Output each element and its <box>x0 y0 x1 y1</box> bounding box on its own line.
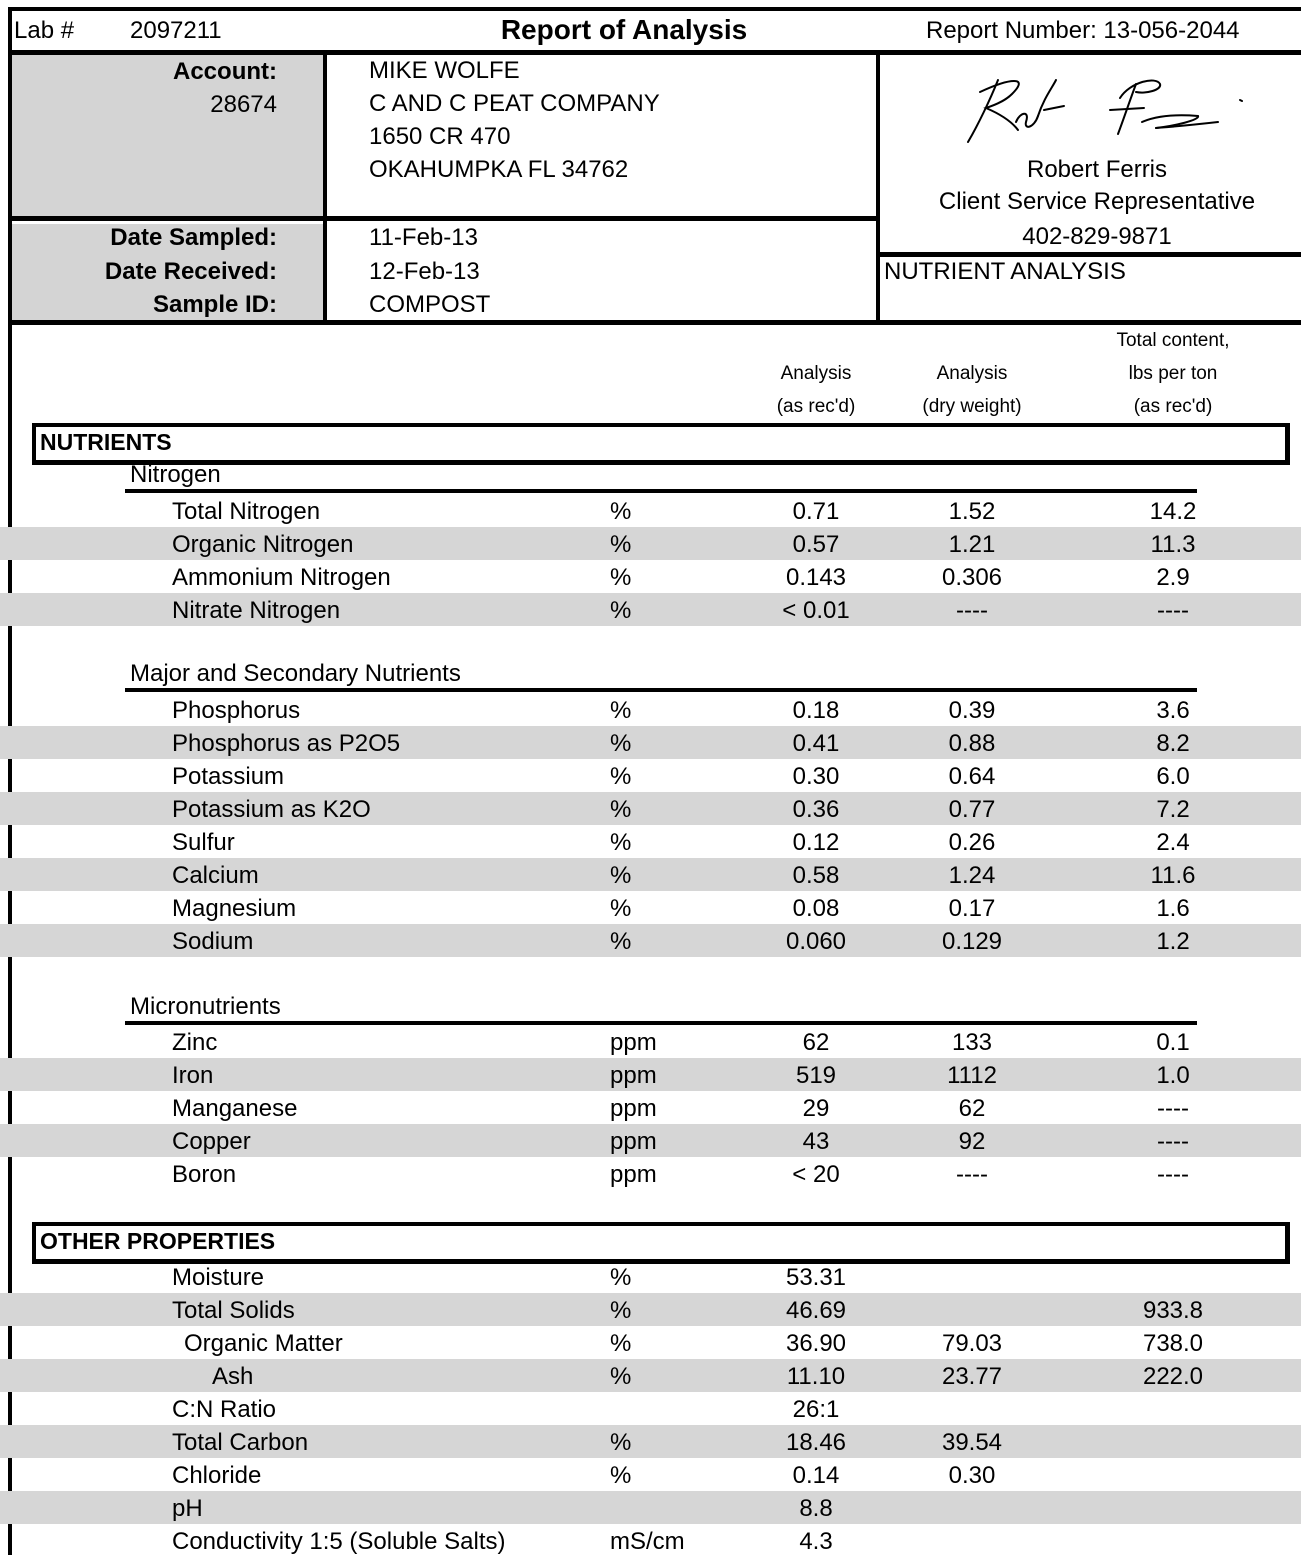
value-dry-weight: ---- <box>956 1161 988 1188</box>
table-row <box>0 759 1301 792</box>
value-dry-weight: 1112 <box>947 1062 997 1089</box>
table-row <box>0 560 1301 593</box>
value-as-received: 29 <box>802 1095 830 1122</box>
value-dry-weight: 0.30 <box>948 1462 996 1489</box>
value-lbs-per-ton: 3.6 <box>1156 697 1190 724</box>
date-sampled-label: Date Sampled: <box>110 224 277 251</box>
row-label: Ash <box>212 1363 254 1390</box>
value-lbs-per-ton: 2.9 <box>1156 564 1190 591</box>
value-as-received: 0.060 <box>785 928 847 955</box>
report-number: Report Number: 13-056-2044 <box>926 17 1240 44</box>
value-as-received: 0.57 <box>792 531 840 558</box>
table-row <box>0 1124 1301 1157</box>
row-unit: % <box>610 1330 632 1357</box>
date-sampled-value: 11-Feb-13 <box>369 224 478 251</box>
value-as-received: 4.3 <box>799 1528 833 1555</box>
value-dry-weight: 0.129 <box>941 928 1003 955</box>
col2-header-line1: Analysis <box>936 363 1008 384</box>
lab-label: Lab # <box>14 17 75 44</box>
col3-header-line3: (as rec'd) <box>1133 396 1213 417</box>
row-label: Ammonium Nitrogen <box>172 564 391 591</box>
row-unit: mS/cm <box>610 1528 685 1555</box>
nitrogen-rule <box>125 489 1197 493</box>
row-unit: ppm <box>610 1029 657 1056</box>
row-unit: % <box>610 1462 632 1489</box>
value-lbs-per-ton: 933.8 <box>1142 1297 1204 1324</box>
table-row <box>0 858 1301 891</box>
rep-name: Robert Ferris <box>1026 156 1168 183</box>
table-row <box>0 726 1301 759</box>
right-column-divider <box>876 55 880 323</box>
row-unit: % <box>610 796 632 823</box>
table-row <box>0 1157 1301 1190</box>
analysis-type: NUTRIENT ANALYSIS <box>884 258 1126 285</box>
label-column-divider <box>323 55 327 323</box>
value-lbs-per-ton: ---- <box>1157 597 1189 624</box>
value-as-received: 8.8 <box>799 1495 833 1522</box>
nitrogen-subheading: Nitrogen <box>130 461 221 488</box>
value-as-received: 519 <box>795 1062 837 1089</box>
table-row <box>0 693 1301 726</box>
value-dry-weight: 0.88 <box>948 730 996 757</box>
row-label: Phosphorus <box>172 697 301 724</box>
value-lbs-per-ton: 14.2 <box>1149 498 1197 525</box>
value-as-received: 0.08 <box>792 895 840 922</box>
row-label: Phosphorus as P2O5 <box>172 730 401 757</box>
row-label: Manganese <box>172 1095 298 1122</box>
value-as-received: 46.69 <box>785 1297 847 1324</box>
row-unit: % <box>610 829 632 856</box>
value-lbs-per-ton: 2.4 <box>1156 829 1190 856</box>
value-dry-weight: 79.03 <box>941 1330 1003 1357</box>
row-unit: ppm <box>610 1062 657 1089</box>
col3-header-line1: Total content, <box>1116 330 1230 351</box>
row-label: Calcium <box>172 862 259 889</box>
value-dry-weight: 1.21 <box>948 531 996 558</box>
lab-number: 2097211 <box>130 17 222 44</box>
nutrients-section-box <box>32 423 1290 465</box>
value-dry-weight: 133 <box>951 1029 993 1056</box>
value-lbs-per-ton: 11.3 <box>1150 531 1196 558</box>
value-dry-weight: 0.64 <box>948 763 996 790</box>
value-as-received: 0.36 <box>792 796 840 823</box>
row-unit: % <box>610 862 632 889</box>
row-unit: ppm <box>610 1128 657 1155</box>
table-row <box>0 1058 1301 1091</box>
row-label: Copper <box>172 1128 251 1155</box>
value-lbs-per-ton: ---- <box>1157 1128 1189 1155</box>
row-unit: ppm <box>610 1161 657 1188</box>
value-as-received: 36.90 <box>785 1330 847 1357</box>
row-label: Potassium as K2O <box>172 796 371 823</box>
value-as-received: < 20 <box>792 1161 840 1188</box>
row-label: Zinc <box>172 1029 218 1056</box>
major-rule <box>125 688 1197 692</box>
row-label: Chloride <box>172 1462 262 1489</box>
table-row <box>0 494 1301 527</box>
sample-id-label: Sample ID: <box>152 291 277 318</box>
value-as-received: 18.46 <box>785 1429 847 1456</box>
row-label: Total Nitrogen <box>172 498 321 525</box>
table-row <box>0 792 1301 825</box>
row-label: Magnesium <box>172 895 297 922</box>
value-as-received: 11.10 <box>786 1363 846 1390</box>
value-as-received: 53.31 <box>785 1264 847 1291</box>
top-border <box>8 7 1301 11</box>
value-lbs-per-ton: 7.2 <box>1156 796 1190 823</box>
row-unit: % <box>610 1264 632 1291</box>
row-unit: % <box>610 928 632 955</box>
row-label: Organic Matter <box>184 1330 343 1357</box>
account-number: 28674 <box>210 91 277 118</box>
col1-header-line2: (as rec'd) <box>776 396 856 417</box>
rep-title: Client Service Representative <box>938 188 1256 215</box>
signature-image <box>960 70 1250 150</box>
value-as-received: 0.41 <box>792 730 840 757</box>
report-title: Report of Analysis <box>500 14 748 45</box>
value-lbs-per-ton: 1.2 <box>1156 928 1190 955</box>
row-unit: % <box>610 597 632 624</box>
value-lbs-per-ton: 11.6 <box>1150 862 1196 889</box>
sample-id-value: COMPOST <box>369 291 491 318</box>
value-as-received: 0.18 <box>792 697 840 724</box>
table-row <box>0 1025 1301 1058</box>
value-dry-weight: 1.52 <box>948 498 996 525</box>
row-unit: % <box>610 498 632 525</box>
micro-subheading: Micronutrients <box>130 993 281 1020</box>
col3-header-line2: lbs per ton <box>1128 363 1218 384</box>
row-unit: % <box>610 1363 632 1390</box>
row-unit: % <box>610 1429 632 1456</box>
row-label: Sodium <box>172 928 254 955</box>
row-unit: % <box>610 730 632 757</box>
value-as-received: < 0.01 <box>782 597 850 624</box>
address-line-4: OKAHUMPKA FL 34762 <box>369 156 629 183</box>
table-row <box>0 1524 1301 1557</box>
nutrients-section-title: NUTRIENTS <box>40 429 172 455</box>
value-lbs-per-ton: 1.0 <box>1156 1062 1190 1089</box>
row-label: Nitrate Nitrogen <box>172 597 341 624</box>
date-received-value: 12-Feb-13 <box>369 258 480 285</box>
row-unit: % <box>610 1297 632 1324</box>
row-label: Iron <box>172 1062 214 1089</box>
value-dry-weight: 0.306 <box>941 564 1003 591</box>
table-row <box>0 1359 1301 1392</box>
value-dry-weight: 0.77 <box>948 796 996 823</box>
other-properties-section-box <box>32 1222 1290 1264</box>
account-bottom-rule <box>12 216 878 221</box>
table-row <box>0 1293 1301 1326</box>
row-label: pH <box>172 1495 203 1522</box>
table-row <box>0 1425 1301 1458</box>
value-dry-weight: 92 <box>958 1128 986 1155</box>
row-label: Organic Nitrogen <box>172 531 354 558</box>
value-as-received: 0.30 <box>792 763 840 790</box>
value-dry-weight: 23.77 <box>941 1363 1003 1390</box>
address-line-1: MIKE WOLFE <box>369 57 520 84</box>
other-properties-section-title: OTHER PROPERTIES <box>40 1228 276 1254</box>
row-label: Boron <box>172 1161 237 1188</box>
row-label: Sulfur <box>172 829 235 856</box>
value-as-received: 0.71 <box>792 498 840 525</box>
rep-bottom-rule <box>878 252 1301 257</box>
col1-header-line1: Analysis <box>780 363 852 384</box>
row-label: Total Carbon <box>172 1429 309 1456</box>
row-unit: % <box>610 763 632 790</box>
value-as-received: 0.58 <box>792 862 840 889</box>
value-as-received: 43 <box>802 1128 830 1155</box>
value-as-received: 26:1 <box>792 1396 840 1423</box>
table-row <box>0 825 1301 858</box>
date-received-label: Date Received: <box>104 258 277 285</box>
value-lbs-per-ton: 8.2 <box>1156 730 1190 757</box>
row-unit: % <box>610 697 632 724</box>
value-lbs-per-ton: ---- <box>1157 1161 1189 1188</box>
value-dry-weight: ---- <box>956 597 988 624</box>
table-row <box>0 1392 1301 1425</box>
sample-bottom-rule <box>8 320 1301 325</box>
row-label: Total Solids <box>172 1297 295 1324</box>
address-line-3: 1650 CR 470 <box>369 123 511 150</box>
value-dry-weight: 39.54 <box>941 1429 1003 1456</box>
table-row <box>0 1260 1301 1293</box>
row-label: Moisture <box>172 1264 265 1291</box>
row-label: Potassium <box>172 763 285 790</box>
value-as-received: 0.12 <box>792 829 840 856</box>
table-row <box>0 891 1301 924</box>
rep-phone: 402-829-9871 <box>1022 223 1172 250</box>
value-dry-weight: 62 <box>958 1095 986 1122</box>
value-dry-weight: 0.17 <box>948 895 996 922</box>
value-as-received: 0.14 <box>792 1462 840 1489</box>
row-unit: % <box>610 895 632 922</box>
address-line-2: C AND C PEAT COMPANY <box>369 90 660 117</box>
value-lbs-per-ton: ---- <box>1157 1095 1189 1122</box>
table-row <box>0 527 1301 560</box>
value-dry-weight: 1.24 <box>948 862 996 889</box>
table-row <box>0 1326 1301 1359</box>
value-dry-weight: 0.26 <box>948 829 996 856</box>
value-as-received: 0.143 <box>785 564 847 591</box>
value-lbs-per-ton: 6.0 <box>1156 763 1190 790</box>
row-label: C:N Ratio <box>172 1396 277 1423</box>
row-unit: % <box>610 564 632 591</box>
table-row <box>0 1458 1301 1491</box>
table-row <box>0 593 1301 626</box>
major-subheading: Major and Secondary Nutrients <box>130 660 461 687</box>
value-lbs-per-ton: 1.6 <box>1156 895 1190 922</box>
table-row <box>0 1491 1301 1524</box>
account-label: Account: <box>173 58 277 85</box>
value-lbs-per-ton: 222.0 <box>1142 1363 1204 1390</box>
col2-header-line2: (dry weight) <box>922 396 1022 417</box>
value-as-received: 62 <box>802 1029 830 1056</box>
row-unit: ppm <box>610 1095 657 1122</box>
table-row <box>0 924 1301 957</box>
row-label: Conductivity 1:5 (Soluble Salts) <box>172 1528 506 1555</box>
value-lbs-per-ton: 738.0 <box>1142 1330 1204 1357</box>
value-dry-weight: 0.39 <box>948 697 996 724</box>
table-row <box>0 1091 1301 1124</box>
row-unit: % <box>610 531 632 558</box>
value-lbs-per-ton: 0.1 <box>1156 1029 1190 1056</box>
